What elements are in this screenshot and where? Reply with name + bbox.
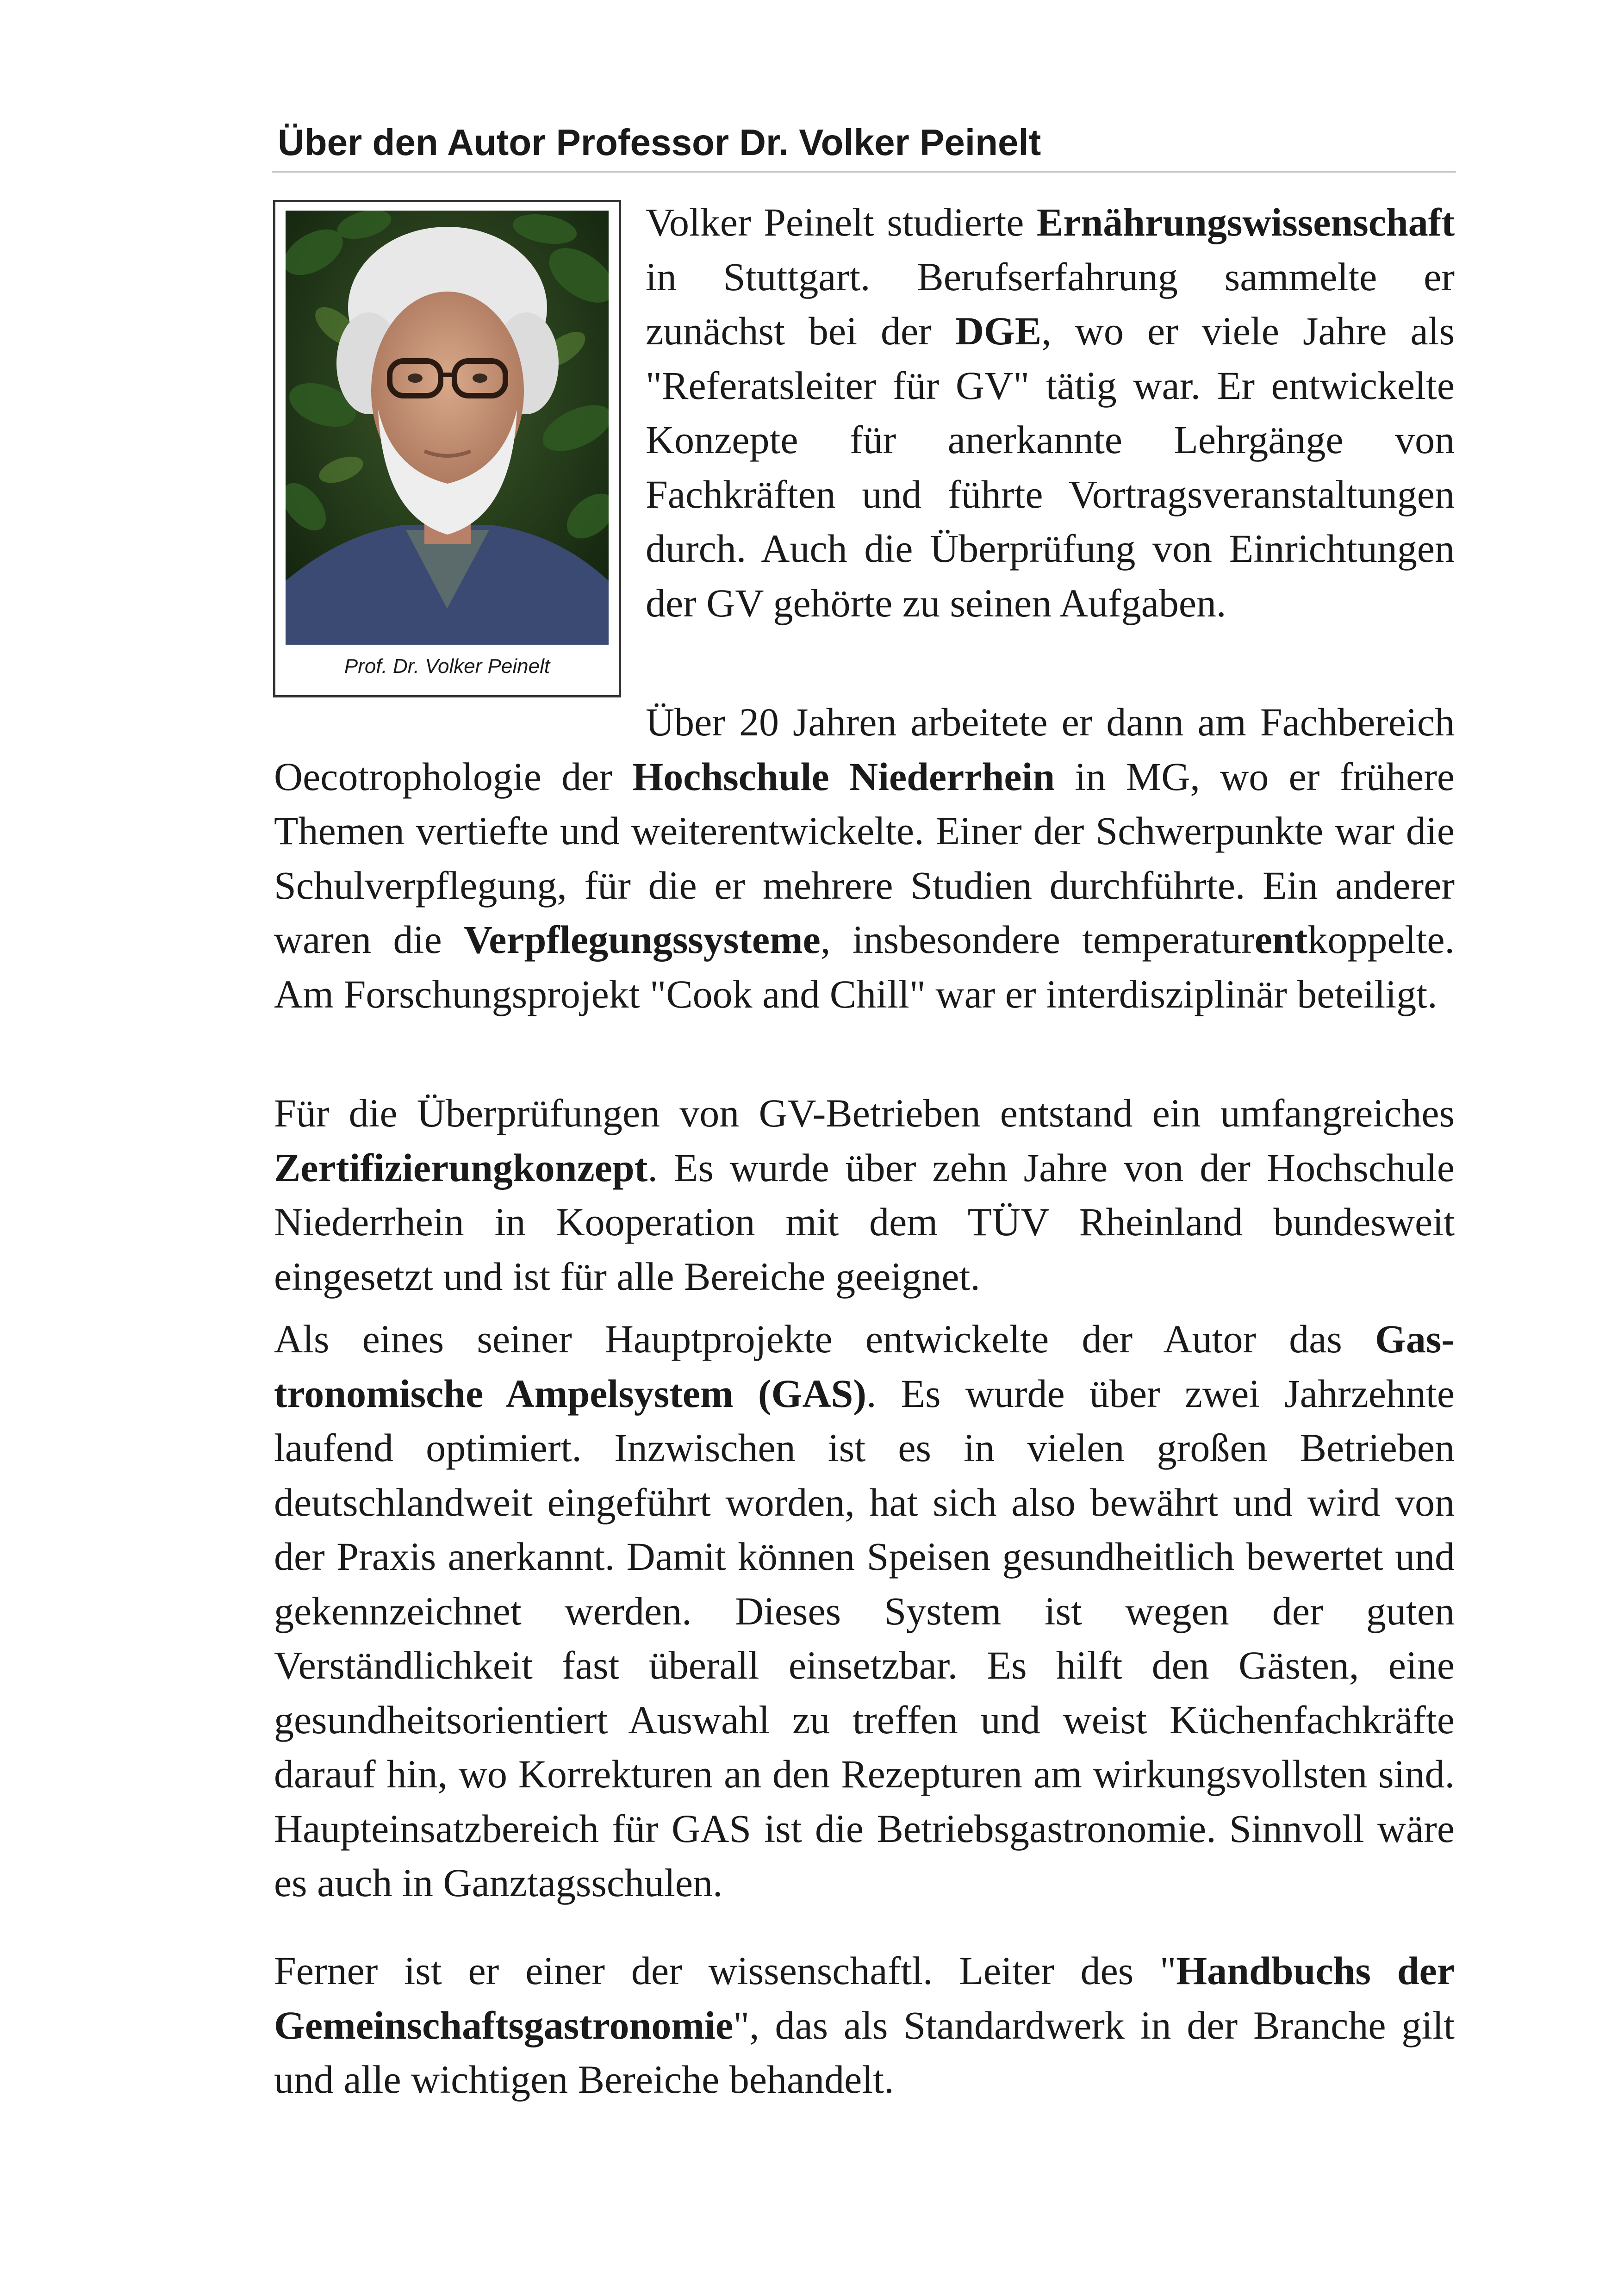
bold-term: Handbuchs der Gemeinschaftsgastronomie	[274, 1948, 1455, 2047]
paragraph-gas-system	[274, 1312, 1455, 1910]
bold-term: Zertifizierungkonzept	[274, 1145, 648, 1190]
text-run: Für die Überprüfungen von GV-Betrieben entstand ein umfangreiches	[274, 1091, 1455, 1135]
bold-term: DGE	[955, 309, 1042, 353]
text-run: Ferner ist er einer der wissenschaftl. Leiter des "	[274, 1948, 1176, 1993]
paragraph-handbook	[274, 1944, 1455, 2107]
text-run: Volker Peinelt studierte	[646, 200, 1037, 244]
text-run: . Es wurde über zwei Jahrzehnte laufend optimiert. Inzwischen ist es in vielen großen Betrieben deutschlandweit eingeführt worden, hat sich also bewährt und wird von der Praxis anerkannt. Damit können Speisen gesundheitlich bewertet und gekennzeichnet werden. Dieses System ist wegen der guten Verständlichkeit fast überall einsetzbar. Es hilft den Gästen, eine gesundheitsorientiert Auswahl zu treffen und weist Küchenfachkräfte darauf hin, wo Korrekturen an den Rezepturen am wirkungsvollsten sind. Haupteinsatzbereich für GAS ist die Betriebsgastronomie. Sinnvoll wäre es auch in Ganztagsschulen.	[274, 1371, 1455, 1905]
author-photo-frame	[273, 200, 621, 697]
bold-term: Gastronomische Ampelsystem (GAS)	[274, 1317, 1455, 1416]
text-run: in Stuttgart. Berufserfahrung sammelte er zunächst bei der	[646, 254, 1455, 353]
text-run: , wo er viele Jahre als "Referatsleiter für GV" tätig war. Er entwickelte Konzepte für anerkannte Lehrgänge von Fachkräften und führte Vortragsveranstaltungen durch. Auch die Überprüfung von Einrichtungen der GV gehörte zu seinen Aufgaben.	[646, 309, 1455, 625]
paragraph-hochschule	[274, 695, 1455, 1021]
bold-term: ent	[1254, 917, 1308, 962]
bold-term: Hochschule Niederrhein	[632, 754, 1055, 799]
text-run: ", das als Standardwerk in der Branche gilt und alle wichtigen Bereiche behandelt.	[274, 2003, 1455, 2102]
title-divider	[272, 171, 1456, 173]
portrait-illustration	[286, 211, 609, 645]
text-run: Über 20 Jahren arbeitete er dann am Fachbereich Oecotrophologie der	[274, 700, 1455, 799]
paragraph-certification	[274, 1086, 1455, 1304]
photo-caption: Prof. Dr. Volker Peinelt	[344, 655, 550, 678]
text-run: , insbesondere temperatur	[820, 917, 1255, 962]
text-run: koppelte. Am Forschungsprojekt "Cook and Chill" war er interdisziplinär beteiligt.	[274, 917, 1455, 1016]
text-run: in MG, wo er frühere Themen vertiefte und weiterentwickelte. Einer der Schwerpunkte war die Schulverpflegung, für die er mehrere Studien durchführte. Ein anderer waren die	[274, 754, 1455, 962]
bold-term: Verpflegungssysteme	[464, 917, 821, 962]
text-run: . Es wurde über zehn Jahre von der Hochschule Niederrhein in Kooperation mit dem TÜV Rheinland bundesweit eingesetzt und ist für alle Bereiche geeignet.	[274, 1145, 1455, 1299]
paragraph-studies-and-dge	[646, 195, 1455, 630]
text-run: Als eines seiner Hauptprojekte entwickelte der Autor das	[274, 1317, 1375, 1361]
bold-term: Ernährungswissenschaft	[1036, 200, 1455, 244]
page-title: Über den Autor Professor Dr. Volker Peinelt	[278, 122, 1041, 163]
author-portrait-photo	[286, 211, 609, 645]
